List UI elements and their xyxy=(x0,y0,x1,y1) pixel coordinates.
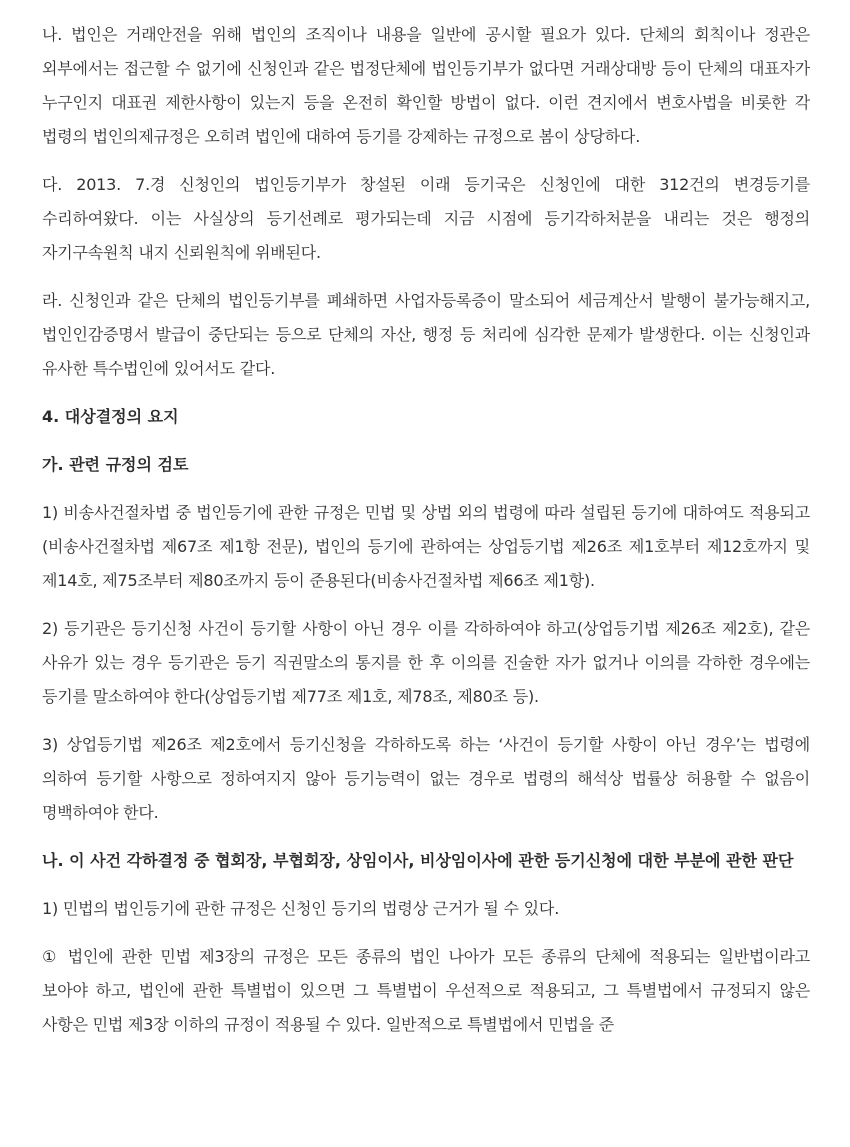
paragraph-ra: 라. 신청인과 같은 단체의 법인등기부를 폐쇄하면 사업자등록증이 말소되어 세금계산서 발행이 불가능해지고, 법인인감증명서 발급이 중단되는 등으로 단체의 자산, 행정 등 처리에 심각한 문제가 발생한다. 이는 신청인과 유사한 특수법인에 있어서도 같다. xyxy=(42,291,810,378)
paragraph-subitem-1: 1) 민법의 법인등기에 관한 규정은 신청인 등기의 법령상 근거가 될 수 있다. xyxy=(42,899,560,918)
paragraph-na: 나. 법인은 거래안전을 위해 법인의 조직이나 내용을 일반에 공시할 필요가 있다. 단체의 회칙이나 정관은 외부에서는 접근할 수 없기에 신청인과 같은 법정단체에 법인등기부가 없다면 거래상대방 등이 단체의 대표자가 누구인지 대표권 제한사항이 있는지 등을 온전히 확인할 방법이 없다. 이런 견지에서 변호사법을 비롯한 각 법령의 법인의제규정은 오히려 법인에 대하여 등기를 강제하는 규정으로 봄이 상당하다. xyxy=(42,25,810,146)
paragraph-circled-1: ① 법인에 관한 민법 제3장의 규정은 모든 종류의 법인 나아가 모든 종류의 단체에 적용되는 일반법이라고 보아야 하고, 법인에 관한 특별법이 있으면 그 특별법이 우선적으로 적용되고, 그 특별법에서 규정되지 않은 사항은 민법 제3장 이하의 규정이 적용될 수 있다. 일반적으로 특별법에서 민법을 준 xyxy=(42,947,810,1034)
paragraph-item-1: 1) 비송사건절차법 중 법인등기에 관한 규정은 민법 및 상법 외의 법령에 따라 설립된 등기에 대하여도 적용되고(비송사건절차법 제67조 제1항 전문), 법인의 등기에 관하여는 상업등기법 제26조 제1호부터 제12호까지 및 제14호, 제75조부터 제80조까지 등이 준용된다(비송사건절차법 제66조 제1항). xyxy=(42,503,810,590)
paragraph-da: 다. 2013. 7.경 신청인의 법인등기부가 창설된 이래 등기국은 신청인에 대한 312건의 변경등기를 수리하여왔다. 이는 사실상의 등기선례로 평가되는데 지금 시점에 등기각하처분을 내리는 것은 행정의 자기구속원칙 내지 신뢰원칙에 위배된다. xyxy=(42,175,810,262)
subsection-heading-na: 나. 이 사건 각하결정 중 협회장, 부협회장, 상임이사, 비상임이사에 관한 등기신청에 대한 부분에 관한 판단 xyxy=(42,851,794,870)
section-heading-4: 4. 대상결정의 요지 xyxy=(42,407,179,426)
paragraph-item-2: 2) 등기관은 등기신청 사건이 등기할 사항이 아닌 경우 이를 각하하여야 하고(상업등기법 제26조 제2호), 같은 사유가 있는 경우 등기관은 등기 직권말소의 통지를 한 후 이의를 진술한 자가 없거나 이의를 각하한 경우에는 등기를 말소하여야 한다(상업등기법 제77조 제1호, 제78조, 제80조 등). xyxy=(42,619,810,706)
paragraph-item-3: 3) 상업등기법 제26조 제2호에서 등기신청을 각하하도록 하는 ‘사건이 등기할 사항이 아닌 경우’는 법령에 의하여 등기할 사항으로 정하여지지 않아 등기능력이 없는 경우로 법령의 해석상 법률상 허용할 수 없음이 명백하여야 한다. xyxy=(42,735,810,822)
subsection-heading-ga: 가. 관련 규정의 검토 xyxy=(42,455,189,474)
